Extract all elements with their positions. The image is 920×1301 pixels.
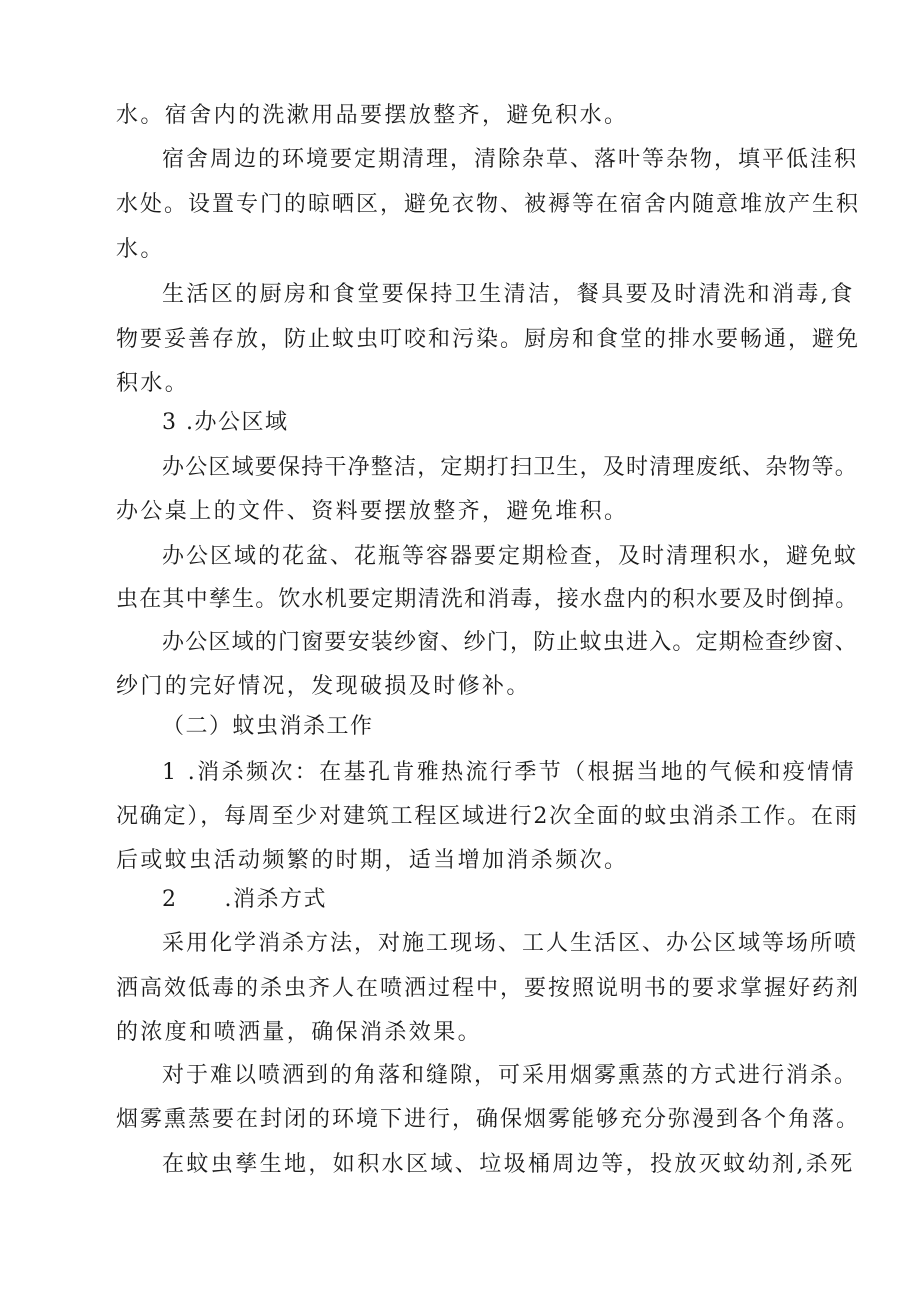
text-line-3: 水处。设置专门的晾晒区，避免衣物、被褥等在宿舍内随意堆放产生积 <box>116 192 861 217</box>
text-line-18: 后或蚊虫活动频繁的时期，适当增加消杀频次。 <box>116 848 629 873</box>
text-line-16: 1 .消杀频次：在基孔肯雅热流行季节（根据当地的气候和疫情情 <box>162 760 856 785</box>
text-line-12: 虫在其中孳生。饮水机要定期清洗和消毒，接水盘内的积水要及时倒掉。 <box>116 587 859 612</box>
text-line-9: 办公区域要保持干净整洁，定期打扫卫生，及时清理废纸、杂物等。 <box>162 455 859 480</box>
text-line-11: 办公区域的花盆、花瓶等容器要定期检查，及时清理积水，避免蚊 <box>162 544 859 569</box>
section-heading-method: 2 .消杀方式 <box>162 887 327 912</box>
text-line-5: 生活区的厨房和食堂要保持卫生清洁，餐具要及时清洗和消毒,食 <box>162 282 855 307</box>
text-line-25: 在蚊虫孳生地，如积水区域、垃圾桶周边等，投放灭蚊幼剂,杀死 <box>162 1152 855 1177</box>
text-line-7: 积水。 <box>116 371 190 396</box>
section-heading-office: 3 .办公区域 <box>162 410 289 435</box>
text-line-23: 对于难以喷洒到的角落和缝隙，可采用烟雾熏蒸的方式进行消杀。 <box>162 1063 859 1088</box>
text-line-21: 洒高效低毒的杀虫齐人在喷洒过程中，要按照说明书的要求掌握好药剂 <box>116 976 861 1001</box>
text-line-6: 物要妥善存放，防止蚊虫叮咬和污染。厨房和食堂的排水要畅通，避免 <box>116 327 861 352</box>
text-line-14: 纱门的完好情况，发现破损及时修补。 <box>116 674 531 699</box>
text-line-24: 烟雾熏蒸要在封闭的环境下进行，确保烟雾能够充分弥漫到各个角落。 <box>116 1107 861 1132</box>
text-line-17: 况确定），每周至少对建筑工程区域进行2次全面的蚊虫消杀工作。在雨 <box>116 804 859 829</box>
text-line-1: 水。宿舍内的洗漱用品要摆放整齐，避免积水。 <box>116 103 629 128</box>
text-line-2: 宿舍周边的环境要定期清理，清除杂草、落叶等杂物，填平低洼积 <box>162 147 859 172</box>
text-line-22: 的浓度和喷洒量，确保消杀效果。 <box>116 1020 483 1045</box>
section-heading-mosquito-control: （二）蚊虫消杀工作 <box>162 714 374 739</box>
text-line-4: 水。 <box>116 237 165 262</box>
text-line-10: 办公桌上的文件、资料要摆放整齐，避免堆积。 <box>116 499 629 524</box>
text-line-13: 办公区域的门窗要安装纱窗、纱门，防止蚊虫进入。定期检查纱窗、 <box>162 630 859 655</box>
text-line-20: 采用化学消杀方法，对施工现场、工人生活区、办公区域等场所喷 <box>162 931 859 956</box>
